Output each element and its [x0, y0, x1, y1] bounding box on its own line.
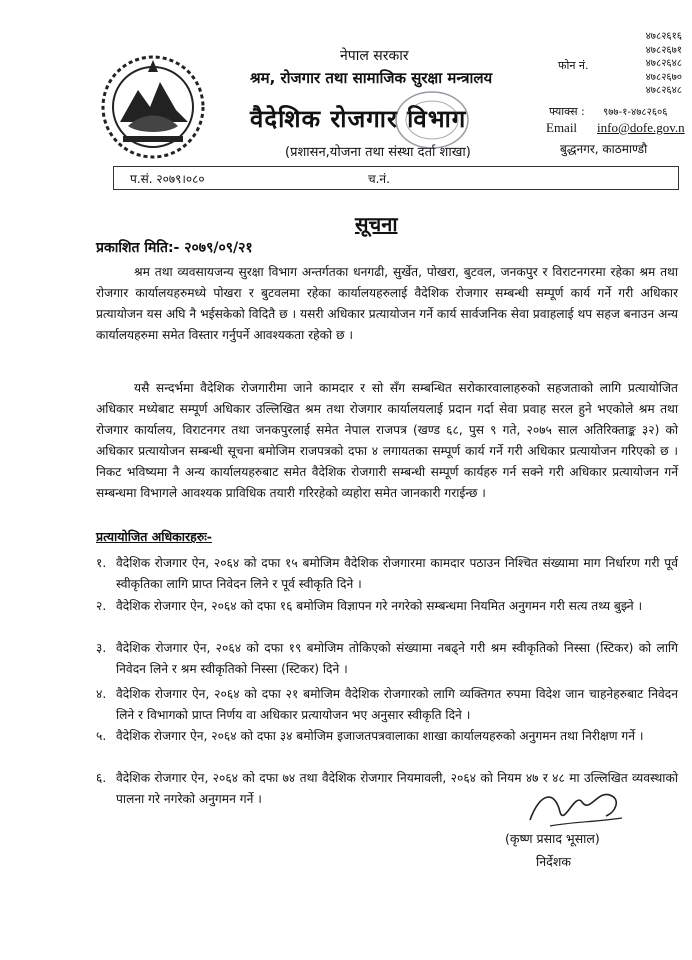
item-number: ३. — [96, 641, 107, 655]
notice-title: सूचना — [355, 212, 398, 236]
signatory-name: (कृष्ण प्रसाद भूसाल) — [505, 831, 600, 846]
list-item — [96, 553, 678, 595]
item-text: वैदेशिक रोजगार ऐन, २०६४ को दफा ३४ बमोजिम इजाजतपत्रवालाका शाखा कार्यालयहरुको अनुगमन तथा निरीक्षण गर्ने । — [116, 729, 644, 743]
phone-number: ४७८२६७० — [645, 71, 682, 83]
item-number: ६. — [96, 771, 107, 785]
paragraph: श्रम तथा व्यवसायजन्य सुरक्षा विभाग अन्तर्गतका धनगढी, सुर्खेत, पोखरा, बुटवल, जनकपुर र विराटनगरमा रहेका श्रम तथा रोजगार कार्यालयहरुमध्ये पोखरा र बुटवलमा रहेका कार्यालयहरुलाई वैदेशिक रोजगार सम्बन्धी सम्पूर्ण कार्य गर्ने गरी अधिकार प्रत्यायोजन यस अघि नै भईसकेको विदितै छ । यसरी अधिकार प्रत्यायोजन गर्ने कार्य सार्वजनिक सेवा प्रवाहलाई थप सहज बनाउन अन्य कार्यालयहरुमा समेत विस्तार गर्नुपर्ने आवश्यकता रहेको छ । — [96, 265, 678, 342]
government-name: नेपाल सरकार — [340, 48, 409, 64]
phone-number: ४७८२६१६ — [645, 31, 682, 42]
email-link[interactable]: info@dofe.gov.n — [597, 120, 685, 135]
section-heading: प्रत्यायोजित अधिकारहरुः- — [96, 529, 212, 544]
list-item — [96, 726, 678, 747]
fax-label: फ्याक्स : — [549, 105, 585, 118]
phone-numbers — [632, 30, 682, 98]
nepal-government-emblem — [98, 52, 208, 162]
list-item — [96, 684, 678, 726]
department-name: वैदेशिक रोजगार विभाग — [250, 105, 467, 133]
list-item — [96, 638, 678, 680]
item-text: वैदेशिक रोजगार ऐन, २०६४ को दफा १६ बमोजिम विज्ञापन गरे नगरेको सम्बन्धमा नियमित अनुगमन गरी सत्य तथ्य बुझ्ने । — [116, 599, 643, 613]
email-label: Email — [546, 120, 578, 135]
office-address: बुद्धनगर, काठमाण्डौ — [560, 142, 648, 156]
phone-label: फोन नं. — [558, 59, 589, 72]
published-date: प्रकाशित मिति:- २०७९/०९/२१ — [96, 240, 253, 256]
phone-number: ४७८२६४८ — [645, 58, 682, 69]
item-number: २. — [96, 599, 107, 613]
dispatch-number: च.नं. — [368, 172, 390, 186]
item-text: वैदेशिक रोजगार ऐन, २०६४ को दफा १५ बमोजिम वैदेशिक रोजगारमा कामदार पठाउन निश्चित संख्यामा माग निर्धारण गरी पूर्व स्वीकृतिका लागि प्राप्त निवेदन लिने र पूर्व स्वीकृति दिने । — [116, 556, 678, 591]
section-name: (प्रशासन,योजना तथा संस्था दर्ता शाखा) — [285, 145, 471, 160]
letter-number: प.सं. २०७९।०८० — [130, 172, 205, 186]
phone-number: ४७८२६७१ — [645, 44, 682, 56]
ministry-name: श्रम, रोजगार तथा सामाजिक सुरक्षा मन्त्रालय — [250, 69, 493, 87]
phone-number: ४७८२६४८ — [645, 85, 682, 96]
fax-number: ९७७-१-४७८२६०६ — [603, 107, 668, 118]
item-number: १. — [96, 556, 107, 570]
item-text: वैदेशिक रोजगार ऐन, २०६४ को दफा ७४ तथा वैदेशिक रोजगार नियमावली, २०६४ को नियम ४७ र ४८ मा उल्लिखित व्यवस्थाको पालना गरे नगरेको अनुगमन गर्ने । — [116, 771, 678, 806]
item-text: वैदेशिक रोजगार ऐन, २०६४ को दफा २१ बमोजिम वैदेशिक रोजगारको लागि व्यक्तिगत रुपमा विदेश जान चाहनेहरुबाट निवेदन लिने र विभागको प्राप्त निर्णय वा अधिकार प्रत्यायोजन भए अनुसार स्वीकृति दिने । — [116, 687, 678, 722]
signatory-designation: निर्देशक — [536, 854, 571, 869]
list-item — [96, 596, 678, 617]
office-stamp — [392, 88, 472, 152]
paragraph: यसै सन्दर्भमा वैदेशिक रोजगारीमा जाने कामदार र सो सँग सम्बन्धित सरोकारवालाहरुको सहजताको लागि प्रत्यायोजित अधिकार मध्येबाट सम्पूर्ण अधिकार उल्लिखित श्रम तथा रोजगार कार्यालयलाई प्रदान गर्दा सेवा प्रवाह सरल हुने भएकोले श्रम तथा रोजगार कार्यालय, विराटनगर तथा जनकपुरलाई समेत नेपाल राजपत्र (खण्ड ६८, पुस ९ गते, २०७५ साल अतिरिक्ताङ्क ३२) को अधिकार प्रत्यायोजन सम्बन्धी सूचना बमोजिम राजपत्रको दफा ४ लगायतका सम्पूर्ण कार्य गर्ने गरी अधिकार प्रत्यायोजन गरिएको छ । निकट भविष्यमा नै अन्य कार्यालयहरुबाट समेत वैदेशिक रोजगारी सम्बन्धी सम्पूर्ण कार्यहरु गर्न सक्ने गरी अधिकार प्रत्यायोजन गर्ने सम्बन्धमा विभागले आवश्यक प्राविधिक तयारी गरिरहेको व्यहोरा समेत जानकारी गराईन्छ । — [96, 381, 678, 500]
item-number: ४. — [96, 687, 107, 701]
item-text: वैदेशिक रोजगार ऐन, २०६४ को दफा १९ बमोजिम तोकिएको संख्यामा नबढ्ने गरी श्रम स्वीकृतिको निस्सा (स्टिकर) को लागि निवेदन लिने र श्रम स्वीकृतिको निस्सा (स्टिकर) दिने । — [116, 641, 678, 676]
item-number: ५. — [96, 729, 107, 743]
handwritten-signature — [520, 782, 630, 832]
